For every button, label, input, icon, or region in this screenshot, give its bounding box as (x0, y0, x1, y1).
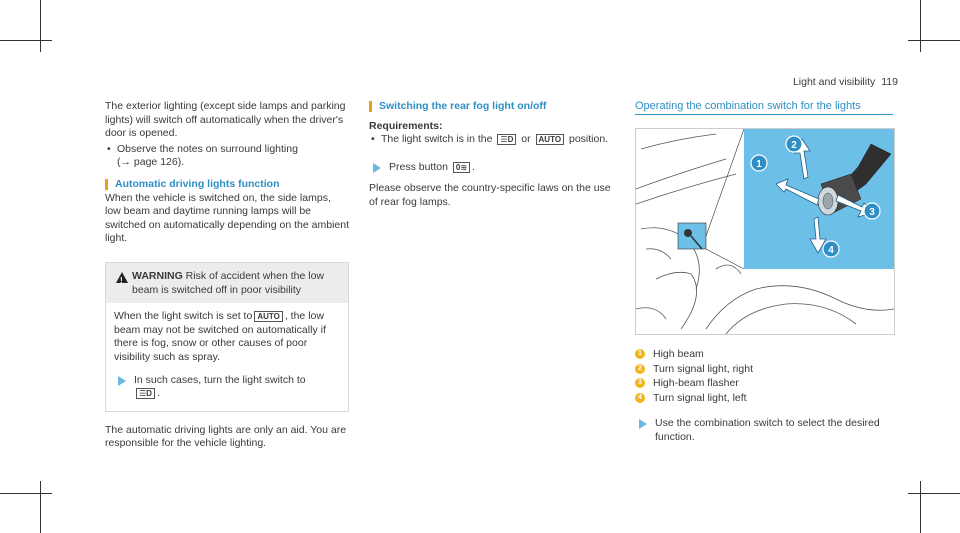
warning-body (106, 303, 348, 411)
svg-text:2: 2 (791, 140, 797, 151)
rear-fog-light-icon: 0≋ (453, 162, 470, 173)
crop-mark (908, 493, 960, 494)
page-reference-link[interactable]: (→ page 126). (117, 156, 185, 169)
section-title: Automatic driving lights function (105, 178, 349, 192)
legend-number-badge: 1 (635, 349, 645, 359)
crop-mark (0, 493, 52, 494)
low-beam-icon: ☰D (136, 388, 155, 399)
svg-text:4: 4 (828, 245, 834, 256)
low-beam-icon: ☰D (497, 134, 516, 145)
combination-switch-illustration (635, 128, 895, 335)
page-header (793, 76, 898, 90)
switch-knob-icon (684, 229, 692, 237)
column-1 (105, 100, 349, 451)
warning-text: , the low beam may not be switched on automatically if there is fog, snow or other causes of poor visibility such as spray. (114, 310, 326, 363)
legend-item (635, 377, 893, 391)
action-step: In such cases, turn the light switch to ☰D . (114, 374, 340, 401)
dashboard-drawing (636, 129, 894, 334)
step-text: In such cases, turn the light switch to (134, 373, 306, 386)
section-text: When the vehicle is switched on, the side lamps, low beam and daytime running lamps will be switched on automatically depending on the ambient light. (105, 191, 349, 245)
step-text: Press button (389, 160, 448, 173)
svg-text:1: 1 (756, 159, 762, 170)
legend-label: Turn signal light, left (653, 391, 747, 404)
outro-text: The automatic driving lights are only an aid. You are responsible for the vehicle lighting. (105, 423, 347, 450)
action-step (635, 417, 893, 444)
section-heading: Operating the combination switch for the lights (635, 100, 893, 115)
legend-label: High beam (653, 348, 704, 360)
note-text: Please observe the country-specific laws on the use of rear fog lamps. (369, 182, 611, 208)
legend-item (635, 348, 893, 362)
action-step (369, 161, 611, 175)
bullet-text: position. (568, 133, 609, 146)
crop-mark (908, 40, 960, 41)
bullet-text: or (521, 133, 531, 146)
column-2 (369, 100, 611, 210)
warning-title: Risk of accident when the low beam is switched off in poor visibility (132, 269, 324, 296)
intro-text: The exterior lighting (except side lamps and parking lights) will switch off automatically when the driver's door is opened. (105, 100, 346, 140)
crop-mark (920, 0, 921, 52)
section-name: Light and visibility (792, 76, 876, 88)
auto-light-icon: AUTO (536, 134, 565, 145)
bullet-text: The light switch is in the (381, 133, 493, 146)
warning-text: When the light switch is set to (114, 310, 253, 323)
page-number: 119 (881, 76, 898, 88)
crop-mark (0, 40, 52, 41)
step-text: Use the combination switch to select the desired function. (655, 417, 880, 443)
warning-label: WARNING (132, 269, 183, 282)
legend-item (635, 392, 893, 406)
section-title: Switching the rear fog light on/off (369, 100, 611, 114)
warning-header (106, 263, 348, 303)
crop-mark (40, 481, 41, 533)
requirements-label: Requirements: (369, 119, 443, 132)
legend-number-badge: 2 (635, 364, 645, 374)
switch-location-highlight (678, 223, 706, 249)
column-3 (635, 100, 893, 115)
legend-number-badge: 3 (635, 378, 645, 388)
crop-mark (40, 0, 41, 52)
warning-icon (116, 272, 128, 283)
legend-number-badge: 4 (635, 393, 645, 403)
legend-label: Turn signal light, right (653, 362, 753, 375)
bullet-text: Observe the notes on surround lighting (117, 142, 298, 155)
figure-legend (635, 348, 893, 445)
auto-light-icon: AUTO (254, 311, 283, 322)
warning-box (105, 262, 349, 412)
legend-label: High-beam flasher (653, 377, 739, 390)
crop-mark (920, 481, 921, 533)
step-text: . (472, 160, 475, 173)
legend-item (635, 363, 893, 377)
list-item (105, 143, 349, 170)
svg-text:3: 3 (869, 207, 875, 218)
list-item (369, 133, 611, 147)
